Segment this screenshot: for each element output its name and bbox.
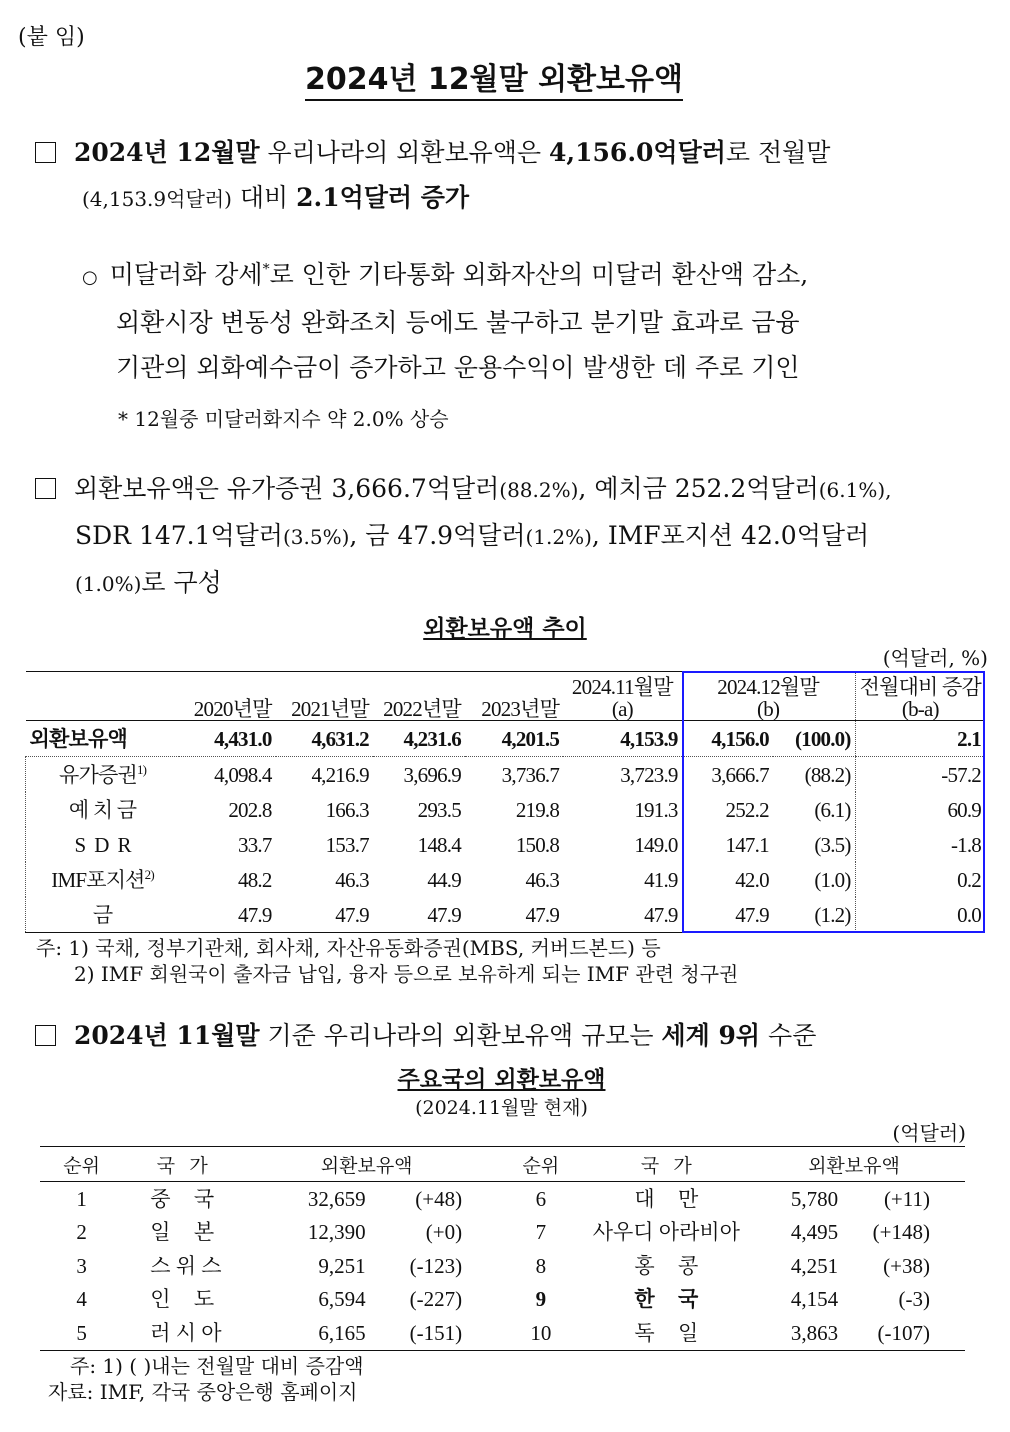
reserve-value: 3,863 (743, 1316, 841, 1350)
table-row (40, 1316, 965, 1350)
page-title-text: 2024년 12월말 외환보유액 (305, 62, 683, 101)
attachment-label: (붙 임) (18, 25, 85, 50)
table-cell: 149.0 (634, 832, 678, 857)
bullet-line-1 (0, 252, 1010, 300)
country-cell (123, 1182, 241, 1216)
row-label-text: 유가증권 (58, 762, 137, 787)
table-cell: (6.1) (814, 797, 851, 822)
table2-header-cell: 순위 (40, 1147, 123, 1182)
rank-cell: 3 (76, 1253, 87, 1278)
table-cell: 46.3 (525, 867, 560, 892)
checkbox-square-icon (35, 1025, 56, 1046)
rank-cell: 7 (535, 1220, 547, 1245)
table-cell: 219.8 (515, 797, 560, 822)
table2-header-cell: 외환보유액 (743, 1147, 965, 1182)
row-label-text: 금 (92, 902, 113, 927)
text: 로 구성 (141, 568, 222, 597)
table-cell: 4,231.6 (373, 721, 465, 757)
reserve-change: (+38) (883, 1253, 930, 1278)
section2-line3 (0, 560, 1010, 607)
table1-title: 외환보유액 추이 (423, 615, 587, 642)
table-row (26, 757, 986, 793)
row-label (26, 757, 180, 793)
increase-amount: 2.1억달러 증가 (296, 183, 470, 212)
table-cell: 150.8 (515, 832, 560, 857)
table-cell: 293.5 (417, 797, 461, 822)
table-cell: (100.0) (773, 721, 855, 757)
table-cell: 41.9 (644, 867, 678, 892)
date-bold: 2024년 12월말 (74, 138, 260, 167)
table-cell: 3,696.9 (403, 762, 461, 787)
country-cell (590, 1316, 743, 1350)
table-cell: -57.2 (855, 757, 985, 793)
bullet-line-2: 외환시장 변동성 완화조치 등에도 불구하고 분기말 효과로 금융 (116, 308, 800, 337)
table-cell: (88.2) (804, 762, 851, 787)
table2-header-cell: 국 가 (590, 1147, 743, 1182)
table-cell: 4,201.5 (465, 721, 563, 757)
table1-header-cell: 2020년말 (193, 697, 272, 721)
table-cell: 47.9 (525, 902, 560, 927)
table-cell: 47.9 (735, 902, 769, 927)
table-cell: 44.9 (427, 867, 461, 892)
table-cell: 46.3 (335, 867, 369, 892)
row-label (26, 897, 180, 933)
reserve-value: 4,154 (790, 1287, 839, 1312)
rank-cell: 2 (76, 1220, 87, 1245)
rank-cell: 1 (76, 1186, 87, 1211)
country-cell (123, 1216, 241, 1250)
table1-header-cell: 2022년말 (383, 697, 461, 721)
table-cell: 191.3 (634, 797, 678, 822)
reserve-change: (-3) (898, 1287, 930, 1312)
row-label (26, 792, 180, 827)
table-cell: 2.1 (855, 721, 985, 757)
text: 기준 우리나라의 외환보유액 규모는 (259, 1021, 662, 1050)
rank-cell: 10 (492, 1316, 590, 1350)
country-cell (590, 1283, 743, 1317)
reserve-change: (-107) (841, 1316, 965, 1350)
text: 외환보유액은 유가증권 3,666.7억달러 (74, 474, 500, 503)
table1-header-cell: 2023년말 (481, 697, 560, 721)
footnote-marker: 2) (144, 866, 154, 882)
bullet-line-3: 기관의 외화예수금이 증가하고 운용수익이 발생한 데 주로 기인 (116, 353, 800, 382)
pct: (6.1%), (818, 478, 892, 502)
reserve-value: 4,251 (790, 1253, 839, 1278)
table1-note-2: 2) IMF 회원국이 출자금 납입, 융자 등으로 보유하게 되는 IMF 관련 청구권 (74, 962, 739, 986)
table1-header-cell: 2021년말 (291, 697, 369, 721)
reserve-amount: 4,156.0억달러 (549, 138, 726, 167)
pct: (3.5%) (282, 525, 350, 549)
table-cell: 4,631.2 (276, 721, 373, 757)
table-cell: (3.5) (814, 832, 851, 857)
table-cell: 153.7 (325, 832, 369, 857)
table-row (26, 721, 986, 757)
rank-cell: 8 (535, 1253, 547, 1278)
table1-wrapper (0, 671, 1010, 933)
table-cell: 33.7 (238, 832, 272, 857)
section3-line (0, 1013, 1010, 1058)
table-cell: 4,431.0 (179, 721, 275, 757)
reserve-change: (-123) (409, 1253, 463, 1278)
table-cell: 4,216.9 (311, 762, 369, 787)
text: , IMF포지션 42.0억달러 (591, 521, 870, 550)
reserve-value: 12,390 (307, 1220, 366, 1245)
row-label-text: IMF포지션 (51, 867, 145, 892)
prev-amount: (4,153.9억달러) (82, 187, 232, 211)
reserve-change: (-227) (409, 1287, 463, 1312)
table-cell: 3,736.7 (501, 762, 560, 787)
reserve-change: (-151) (369, 1316, 492, 1350)
table-cell: 60.9 (855, 792, 985, 827)
section2-line2 (0, 513, 1010, 560)
pct: (88.2%) (499, 478, 579, 502)
table2-title: 주요국의 외환보유액 (397, 1066, 606, 1093)
table-cell: 47.9 (335, 902, 369, 927)
text: SDR 147.1억달러 (75, 521, 283, 550)
rank-cell: 4 (76, 1287, 87, 1312)
table-row (26, 897, 986, 933)
country-cell (123, 1249, 241, 1283)
reserve-change: (+48) (415, 1186, 463, 1211)
table2-header-cell: 외환보유액 (241, 1147, 492, 1182)
row-label-text: 외환보유액 (29, 726, 127, 751)
country-cell (123, 1283, 241, 1317)
row-label-text: 예 치 금 (68, 797, 137, 822)
table1-unit: (억달러, %) (882, 646, 988, 670)
country-name: 대 만 (634, 1186, 699, 1211)
country-name: 러 시 아 (150, 1320, 222, 1345)
rank-cell: 9 (535, 1287, 547, 1312)
text: 우리나라의 외환보유액은 (259, 138, 550, 167)
table1-header-cell (26, 672, 180, 721)
major-countries-table (40, 1146, 965, 1351)
table-cell: 48.2 (238, 867, 272, 892)
table-cell: 3,666.7 (711, 762, 769, 787)
country-cell (590, 1216, 743, 1250)
table2-source: 자료: IMF, 각국 중앙은행 홈페이지 (48, 1379, 358, 1404)
table-row (40, 1249, 965, 1283)
section2-line1 (0, 466, 1010, 513)
section1-line1 (0, 130, 1010, 175)
reserves-trend-table (25, 671, 985, 933)
date-bold: 2024년 11월말 (74, 1021, 260, 1050)
rank-cell: 5 (40, 1316, 123, 1350)
text: , 예치금 252.2억달러 (578, 474, 819, 503)
table-row (40, 1182, 965, 1216)
table1-header-cell: 2024.12월말 (b) (717, 675, 819, 721)
circle-bullet-icon: ○ (82, 267, 98, 288)
country-name: 인 도 (150, 1287, 215, 1312)
table-cell: 0.2 (855, 862, 985, 897)
reserve-value: 6,165 (241, 1316, 368, 1350)
row-label (26, 862, 180, 897)
table-cell: 47.9 (644, 902, 678, 927)
rank-cell: 6 (535, 1186, 547, 1211)
text: 미달러화 강세 (109, 260, 263, 289)
country-cell (123, 1316, 241, 1350)
table2-header-cell: 순위 (492, 1147, 590, 1182)
table-row (40, 1216, 965, 1250)
reserve-change: (+0) (425, 1220, 463, 1245)
text: 로 전월말 (725, 138, 831, 167)
table-cell: 0.0 (855, 897, 985, 933)
pct: (1.0%) (75, 572, 142, 596)
table-cell: 4,156.0 (682, 721, 773, 757)
country-name: 한 국 (634, 1287, 699, 1312)
table1-note-1: 주: 1) 국채, 정부기관채, 회사채, 자산유동화증권(MBS, 커버드본드) 등 (36, 936, 661, 960)
text: , 금 47.9억달러 (349, 521, 526, 550)
country-name: 사우디 아라비아 (592, 1220, 740, 1245)
table-cell: 148.4 (417, 832, 461, 857)
row-label (26, 827, 180, 862)
table-cell: 202.8 (228, 797, 272, 822)
table1-header-cell: 2024.11월말 (a) (571, 675, 673, 721)
footnote-marker: 1) (136, 761, 147, 777)
country-cell (590, 1182, 743, 1216)
reserve-change: (+148) (872, 1220, 930, 1245)
text: 수준 (760, 1021, 817, 1050)
reserve-value: 9,251 (318, 1253, 366, 1278)
reserve-value: 4,495 (790, 1220, 839, 1245)
table-cell: 47.9 (238, 902, 272, 927)
country-name: 스 위 스 (150, 1253, 222, 1278)
country-name: 일 본 (150, 1220, 215, 1245)
rank-bold: 세계 9위 (661, 1021, 761, 1050)
table-cell: 3,723.9 (620, 762, 678, 787)
table2-header-cell: 국 가 (123, 1147, 241, 1182)
checkbox-square-icon (35, 142, 56, 163)
table1-header-cell: 전월대비 증감 (b-a) (855, 672, 985, 721)
table-cell: 47.9 (427, 902, 461, 927)
table-cell: 252.2 (725, 797, 769, 822)
table-cell: (1.0) (814, 867, 851, 892)
reserve-value: 6,594 (318, 1287, 366, 1312)
table-row (40, 1283, 965, 1317)
table-cell: 42.0 (735, 867, 769, 892)
footnote: * 12월중 미달러화지수 약 2.0% 상승 (118, 407, 449, 431)
table-row (26, 827, 986, 862)
table-cell: 4,153.9 (563, 721, 682, 757)
reserve-value: 5,780 (790, 1186, 839, 1211)
page-title (0, 60, 1010, 100)
table-cell: (1.2) (814, 902, 851, 927)
reserve-value: 32,659 (307, 1186, 366, 1211)
table-row (26, 862, 986, 897)
country-name: 독 일 (634, 1320, 699, 1345)
reserve-change: (+11) (883, 1186, 930, 1211)
country-name: 홍 콩 (634, 1253, 699, 1278)
text: 대비 (231, 183, 297, 212)
section1-line2 (0, 175, 1010, 222)
table-cell: 166.3 (325, 797, 369, 822)
row-label-text: S D R (74, 832, 131, 857)
table2-subtitle: (2024.11월말 현재) (415, 1097, 588, 1119)
row-label (26, 721, 180, 757)
table-cell: 4,098.4 (214, 762, 272, 787)
checkbox-square-icon (35, 478, 56, 499)
table-cell: -1.8 (855, 827, 985, 862)
pct: (1.2%) (525, 525, 592, 549)
country-name: 중 국 (150, 1186, 215, 1211)
table-row (26, 792, 986, 827)
table2-unit: (억달러) (892, 1121, 966, 1145)
country-cell (590, 1249, 743, 1283)
asterisk: * (262, 261, 270, 278)
table2-note: 주: 1) ( )내는 전월말 대비 증감액 (70, 1353, 364, 1378)
text: 로 인한 기타통화 외화자산의 미달러 환산액 감소, (269, 260, 809, 289)
table-cell: 147.1 (725, 832, 769, 857)
